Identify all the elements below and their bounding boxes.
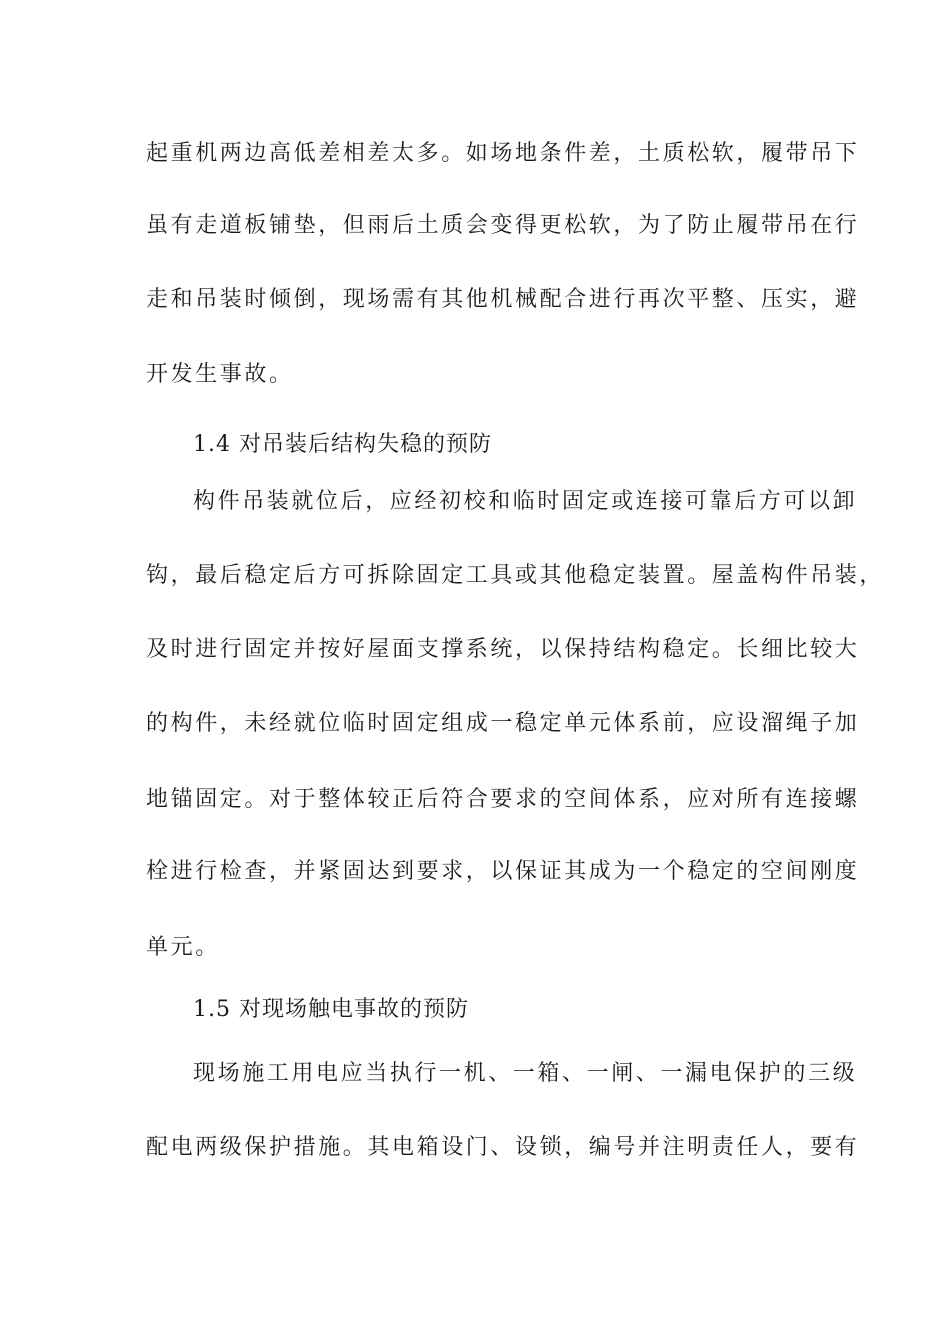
para2-line1: 构件吊装就位后，应经初校和临时固定或连接可靠后方可以卸 [193,489,858,514]
section-heading-1-4: 1.4 对吊装后结构失稳的预防 [193,432,492,457]
para2-line4: 的构件，未经就位临时固定组成一稳定单元体系前，应设溜绳子加 [146,711,860,736]
para1-line3: 走和吊装时倾倒，现场需有其他机械配合进行再次平整、压实，避 [146,287,860,312]
para2-line3: 及时进行固定并按好屋面支撑系统，以保持结构稳定。长细比较大 [146,637,860,662]
para3-line1: 现场施工用电应当执行一机、一箱、一闸、一漏电保护的三级 [193,1061,858,1086]
para1-line2: 虽有走道板铺垫，但雨后土质会变得更松软，为了防止履带吊在行 [146,213,860,238]
section-heading-1-5: 1.5 对现场触电事故的预防 [193,997,469,1022]
para2-line5: 地锚固定。对于整体较正后符合要求的空间体系，应对所有连接螺 [146,787,860,812]
para2-line2: 钩，最后稳定后方可拆除固定工具或其他稳定装置。屋盖构件吊装， [146,563,885,588]
para2-line7: 单元。 [146,935,220,960]
para1-line1: 起重机两边高低差相差太多。如场地条件差，土质松软，履带吊下 [146,141,860,166]
para3-line2: 配电两级保护措施。其电箱设门、设锁，编号并注明责任人，要有 [146,1135,860,1160]
para1-line4: 开发生事故。 [146,362,294,387]
para2-line6: 栓进行检查，并紧固达到要求，以保证其成为一个稳定的空间刚度 [146,859,860,884]
